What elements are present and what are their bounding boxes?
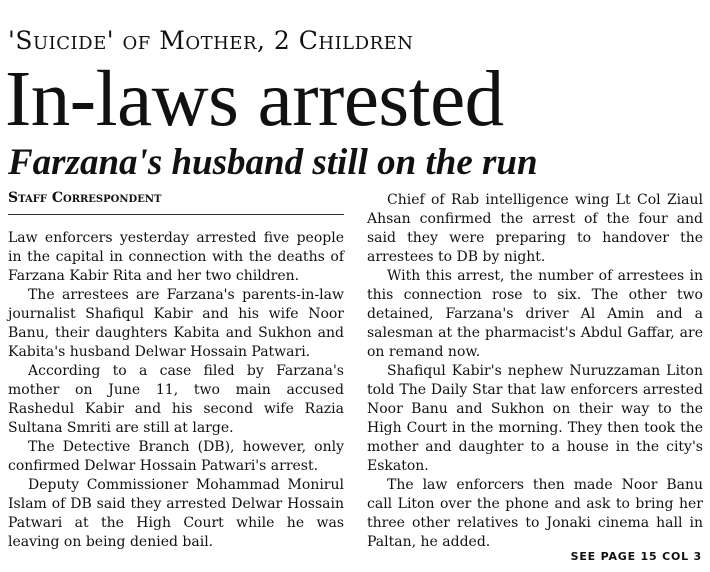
paragraph: Chief of Rab intelligence wing Lt Col Ziaul Ahsan confirmed the arrest of the four and said they were preparing to handover the arrestees to DB by night. bbox=[367, 192, 703, 265]
paragraph: Shafiqul Kabir's nephew Nuruzzaman Liton told The Daily Star that law enforcers arrested Noor Banu and Sukhon on their way to the High Court in the morning. They then took the mother and daughter to a house in the city's Eskaton. bbox=[367, 363, 703, 474]
article-column-1 bbox=[8, 229, 344, 552]
paragraph: Deputy Commissioner Mohammad Monirul Islam of DB said they arrested Delwar Hossain Patwari at the High Court while he was leaving on being denied bail. bbox=[8, 477, 344, 550]
headline: In-laws arrested bbox=[5, 56, 504, 143]
byline-rule bbox=[8, 214, 344, 215]
kicker: 'Suicide' of Mother, 2 Children bbox=[8, 26, 414, 55]
subheadline: Farzana's husband still on the run bbox=[8, 142, 538, 183]
paragraph: Law enforcers yesterday arrested five people in the capital in connection with the deaths of Farzana Kabir Rita and her two children. bbox=[8, 230, 344, 284]
paragraph: According to a case filed by Farzana's mother on June 11, two main accused Rashedul Kabir and his second wife Razia Sultana Smriti are still at large. bbox=[8, 363, 344, 436]
article-column-2 bbox=[367, 191, 703, 552]
paragraph: The arrestees are Farzana's parents-in-law journalist Shafiqul Kabir and his wife Noor Banu, their daughters Kabita and Sukhon and Kabita's husband Delwar Hossain Patwari. bbox=[8, 287, 344, 360]
jump-line: SEE PAGE 15 COL 3 bbox=[570, 550, 702, 563]
byline: Staff Correspondent bbox=[8, 190, 162, 206]
paragraph: With this arrest, the number of arrestees in this connection rose to six. The other two detained, Farzana's driver Al Amin and a salesman at the pharmacist's Abdul Gaffar, are on remand now. bbox=[367, 268, 703, 360]
paragraph: The law enforcers then made Noor Banu call Liton over the phone and ask to bring her three other relatives to Jonaki cinema hall in Paltan, he added. bbox=[367, 477, 703, 550]
paragraph: The Detective Branch (DB), however, only confirmed Delwar Hossain Patwari's arrest. bbox=[8, 439, 344, 474]
